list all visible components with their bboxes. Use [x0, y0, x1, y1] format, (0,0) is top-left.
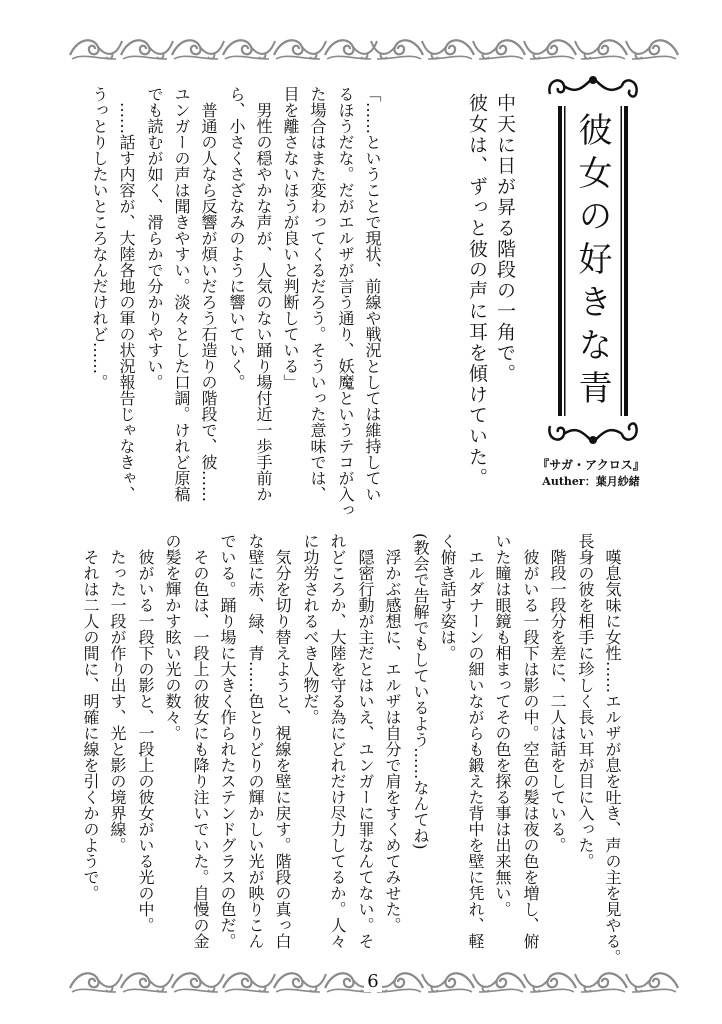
- text-line: の髪を輝かす眩い光の数々。: [163, 533, 182, 741]
- text-line: でいる。踊り場に大きく作られたステンドグラスの色だ。: [218, 533, 237, 949]
- text-line: 彼女は、ずっと彼の声に耳を傾けていた。: [466, 93, 488, 489]
- text-line: 「……ということで現状、前線や戦況としては維持してい: [363, 86, 382, 502]
- text-line: 階段一段分を差に、二人は話をしている。: [548, 533, 567, 853]
- text-line: うっとりしたいところなんだけれど……。: [90, 86, 109, 390]
- text-line: 気分を切り替えようと、視線を壁に戻す。階段の真っ白: [273, 533, 292, 949]
- text-line: 長身の彼を相手に珍しく長い耳が目に入った。: [576, 533, 595, 869]
- text-line: ら、小さくさざなみのように響いていく。: [227, 86, 246, 390]
- text-line: 中天に日が昇る階段の一角で。: [494, 93, 516, 385]
- top-ornament-border: [68, 33, 680, 61]
- text-line: でも読むが如く、滑らかで分かりやすい。: [145, 86, 164, 390]
- text-line: な壁に赤、緑、青……色とりどりの輝かしい光が映りこん: [246, 533, 265, 949]
- story-title: 彼女の好きな青: [572, 112, 612, 413]
- text-line: 彼がいる一段下は影の中。空色の髪は夜の色を増し、俯: [521, 533, 540, 949]
- series-name: 『サガ・アクロス』: [537, 458, 645, 472]
- text-line: た場合はまた変わってくるだろう。そういった意味では、: [308, 86, 327, 502]
- text-line: るほうだな。だがエルザが言う通り、妖魔というテコが入っ: [336, 86, 355, 518]
- text-line: ユンガーの声は聞きやすい。淡々とした口調。けれど原稿: [172, 86, 191, 502]
- page-number: 6: [364, 971, 382, 992]
- text-line: 目を離さないほうが良いと判断している」: [281, 86, 300, 390]
- text-line: 嘆息気味に女性……エルザが息を吐き、声の主を見やる。: [603, 533, 622, 965]
- text-line: ……話す内容が、大陸各地の軍の状況報告じゃなきゃ、: [117, 86, 136, 502]
- text-line: いた瞳は眼鏡も相まってその色を探る事は出来無い。: [493, 533, 512, 917]
- text-line: たった一段が作り出す、光と影の境界線。: [108, 533, 127, 853]
- text-line: (教会で告解でもしているよう……なんてね): [411, 533, 430, 850]
- text-line: く俯き話す姿は。: [438, 533, 457, 661]
- text-line: 隠密行動が主だとはいえ、ユンガーに罪なんてない。そ: [356, 533, 375, 949]
- text-line: 浮かぶ感想に、エルザは自分で肩をすくめてみせた。: [383, 533, 402, 933]
- author-credit: Auther：葉月紗緒: [542, 475, 640, 488]
- text-line: れどころか、大陸を守る為にどれだけ尽力してるか。人々: [328, 533, 347, 949]
- text-line: それは二人の間に、明確に線を引くかのようで。: [81, 533, 100, 901]
- text-line: に功労されるべき人物だ。: [301, 533, 320, 725]
- text-line: その色は、一段上の彼女にも降り注いでいた。自慢の金: [191, 533, 210, 949]
- text-line: 普通の人なら反響が煩いだろう石造りの階段で、彼……: [199, 86, 218, 502]
- text-line: エルダナーンの細いながらも鍛えた背中を壁に凭れ、軽: [466, 533, 485, 949]
- text-line: 男性の穏やかな声が、人気のない踊り場付近一歩手前か: [254, 86, 273, 502]
- text-line: 彼がいる一段下の影と、一段上の彼女がいる光の中。: [136, 533, 155, 933]
